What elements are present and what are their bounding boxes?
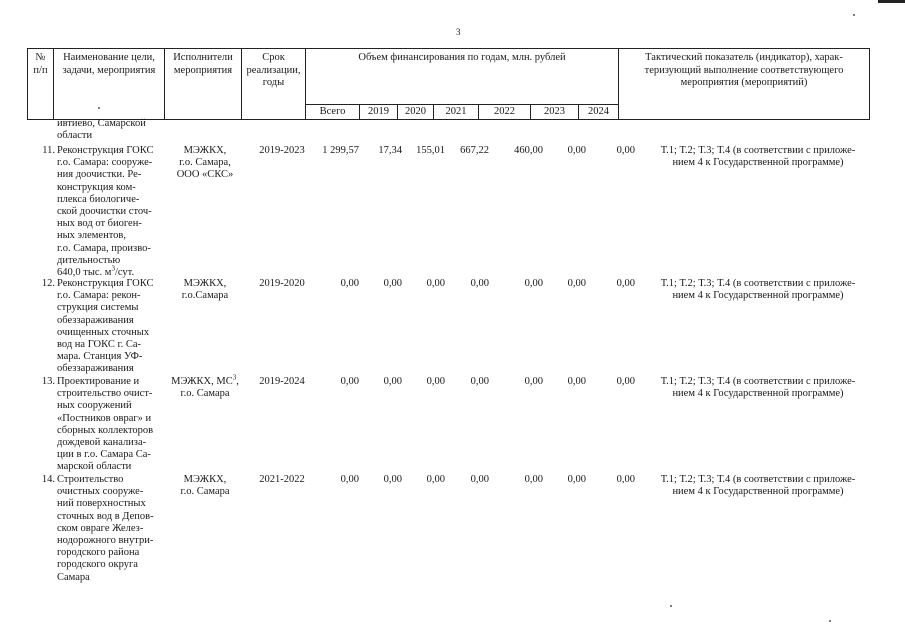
scan-speck [853, 14, 855, 16]
row-value-2021: 0,00 [470, 278, 489, 289]
header-year-2022: 2022 [479, 105, 531, 120]
row-value-2024: 0,00 [616, 278, 635, 289]
row-value-2024: 0,00 [616, 145, 635, 156]
continuation-text: ивтиево, Самарской области [57, 118, 146, 142]
row-value-2021: 0,00 [470, 474, 489, 485]
header-total: Всего [306, 105, 360, 120]
header-col-term: Срок реализации, годы [242, 49, 306, 120]
header-year-2020: 2020 [398, 105, 434, 120]
header-col-name: Наименование цели, задачи, мероприятия [54, 49, 165, 120]
row-value-2022: 0,00 [524, 376, 543, 387]
row-activity-name: Строительство очистных сооруже- ний поверхностных сточных вод в Депов- ском овраге Желез- нодорожного внутри- городского района городского округа Самара [57, 474, 154, 583]
row-total: 0,00 [340, 474, 359, 485]
row-value-2019: 0,00 [383, 278, 402, 289]
header-col-executor: Исполнители мероприятия [165, 49, 242, 120]
row-value-2022: 460,00 [514, 145, 543, 156]
row-value-2020: 0,00 [426, 474, 445, 485]
row-indicator: Т.1; Т.2; Т.3; Т.4 (в соответствии с приложе- нием 4 к Государственной программе) [660, 474, 856, 498]
row-activity-name: Проектирование и строительство очист- ных сооружений «Постников овраг» и сборных коллекторов дождевой канализа- ции в г.о. Самара Са- марской области [57, 376, 154, 473]
row-value-2024: 0,00 [616, 474, 635, 485]
row-value-2020: 0,00 [426, 376, 445, 387]
row-value-2021: 0,00 [470, 376, 489, 387]
row-value-2020: 0,00 [426, 278, 445, 289]
row-value-2019: 0,00 [383, 474, 402, 485]
row-indicator: Т.1; Т.2; Т.3; Т.4 (в соответствии с приложе- нием 4 к Государственной программе) [660, 278, 856, 302]
row-value-2023: 0,00 [567, 474, 586, 485]
row-executor: МЭЖКХ, г.о. Самара, ООО «СКС» [176, 145, 234, 181]
scan-speck [829, 620, 831, 622]
row-number: 13. [41, 376, 55, 387]
scan-corner-mark [878, 0, 905, 3]
row-term: 2019-2024 [259, 376, 305, 387]
header-year-2019: 2019 [360, 105, 398, 120]
row-value-2024: 0,00 [616, 376, 635, 387]
header-col-indicator: Тактический показатель (индикатор), харак- теризующий выполнение соответствующего мероприятия (мероприятий) [619, 49, 870, 120]
header-year-2023: 2023 [531, 105, 579, 120]
row-term: 2019-2023 [259, 145, 305, 156]
row-value-2023: 0,00 [567, 278, 586, 289]
row-value-2019: 0,00 [383, 376, 402, 387]
row-total: 0,00 [340, 278, 359, 289]
row-number: 12. [41, 278, 55, 289]
row-activity-name: Реконструкция ГОКС г.о. Самара: рекон- струкция системы обеззараживания очищенных сточных вод на ГОКС г. Са- мара. Станция УФ- обеззараживания [57, 278, 154, 375]
row-number: 11. [42, 145, 55, 156]
row-activity-name: Реконструкция ГОКС г.о. Самара: сооруже- ния доочистки. Ре- конструкция ком- плекса биологиче- ской доочистки сточ- ных вод от биоген- ных элементов, г.о. Самара, произво- дительностью 640,0 тыс. $м^3$/сут. [57, 145, 154, 279]
header-year-2021: 2021 [434, 105, 479, 120]
row-value-2021: 667,22 [460, 145, 489, 156]
header-year-2024: 2024 [579, 105, 619, 120]
row-executor: МЭЖКХ, $МС^3$, г.о. Самара [171, 373, 239, 400]
row-indicator: Т.1; Т.2; Т.3; Т.4 (в соответствии с приложе- нием 4 к Государственной программе) [660, 376, 856, 400]
row-number: 14. [41, 474, 55, 485]
row-value-2019: 17,34 [378, 145, 402, 156]
scan-speck [670, 605, 672, 607]
row-value-2022: 0,00 [524, 474, 543, 485]
header-col-financing: Объем финансирования по годам, млн. рублей [306, 49, 619, 105]
row-value-2023: 0,00 [567, 376, 586, 387]
row-total: 1 299,57 [322, 145, 359, 156]
row-value-2023: 0,00 [567, 145, 586, 156]
row-value-2022: 0,00 [524, 278, 543, 289]
header-col-no: № п/п [28, 49, 54, 120]
row-executor: МЭЖКХ, г.о.Самара [181, 278, 229, 302]
row-executor: МЭЖКХ, г.о. Самара [180, 474, 230, 498]
financing-table-header [27, 48, 870, 120]
row-term: 2021-2022 [259, 474, 305, 485]
row-indicator: Т.1; Т.2; Т.3; Т.4 (в соответствии с приложе- нием 4 к Государственной программе) [660, 145, 856, 169]
page-number: 3 [456, 27, 461, 37]
row-term: 2019-2020 [259, 278, 305, 289]
row-value-2020: 155,01 [416, 145, 445, 156]
row-total: 0,00 [340, 376, 359, 387]
